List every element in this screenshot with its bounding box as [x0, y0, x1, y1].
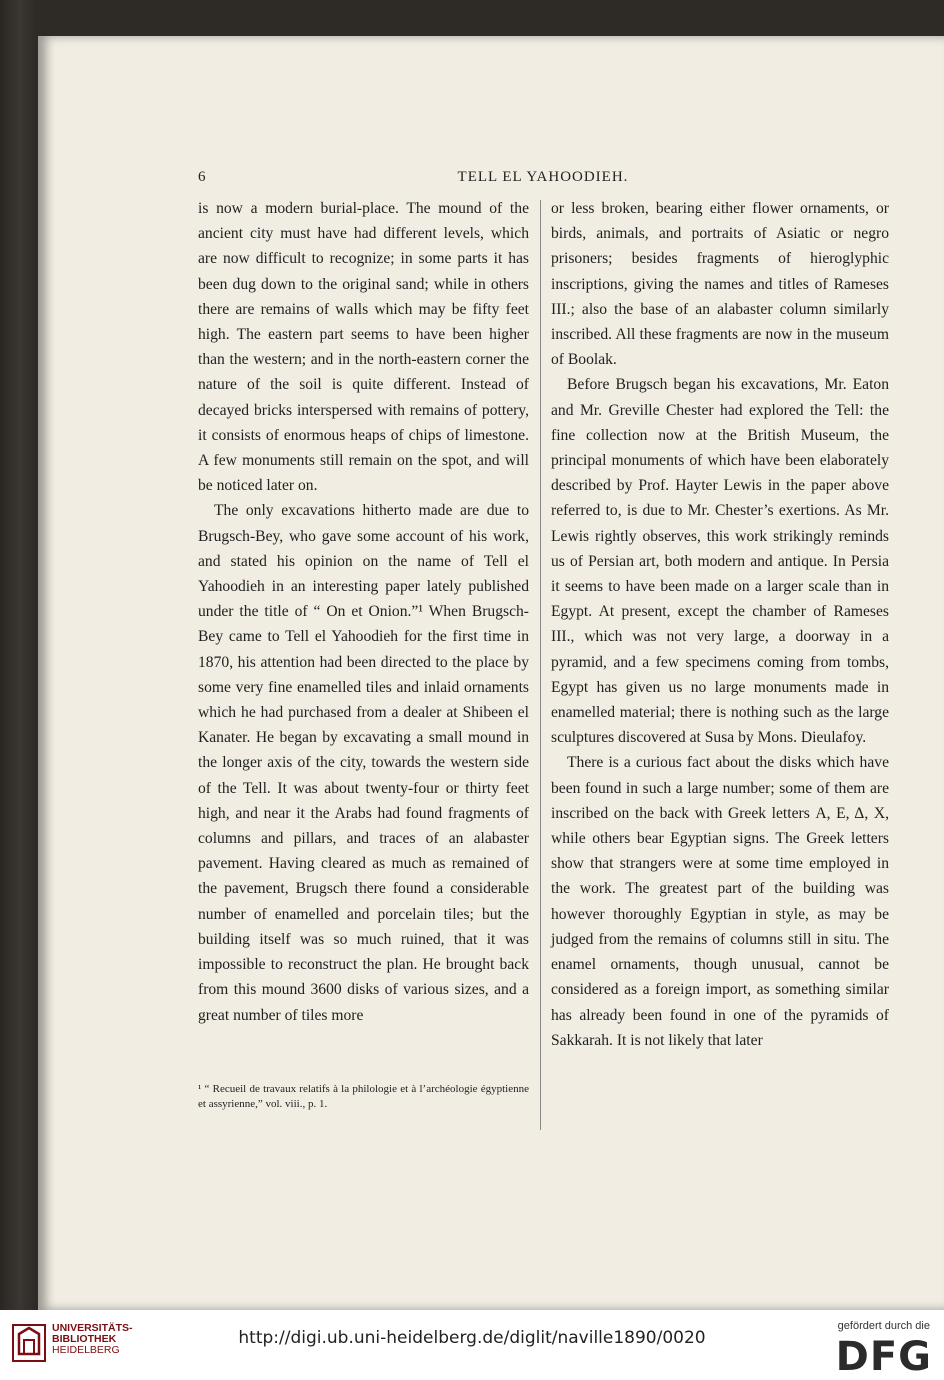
paragraph: There is a curious fact about the disks which have been found in such a large number; some of them are inscribed on the back with Greek letters Α, Ε, Δ, Χ, while others bear Egyptian signs. The Greek letters show that strangers were at some time employed in the work. The greatest part of the building was however thoroughly Egyptian in style, as may be judged from the remains of columns still in situ. The enamel ornaments, though unusual, cannot be considered as a foreign import, as something similar has already been found in one of the pyramids of Sakkarah. It is not likely that later — [551, 754, 889, 1049]
paragraph: The only excavations hitherto made are due to Brugsch-Bey, who gave some account of his work, and stated his opinion on the name of Tell el Yahoodieh in an interesting paper lately published under the title of “ On et Onion.”¹ When Brugsch-Bey came to Tell el Yahoodieh for the first time in 1870, his attention had been directed to the place by some very fine enamelled tiles and inlaid ornaments which he had purchased from a dealer at Shibeen el Kanater. He began by excavating a small mound in the longer axis of the city, towards the western side of the Tell. It was about twenty-four or thirty feet high, and near it the Arabs had found fragments of columns and pillars, and traces of an alabaster pavement. Having cleared as much as remained of the pavement, Brugsch there found a considerable number of enamelled and porcelain tiles; but the building itself was so much ruined, that it was impossible to reconstruct the plan. He brought back from this mound 3600 disks of various sizes, and a great number of tiles more — [198, 502, 529, 1024]
dfg-logo: DFG — [835, 1334, 932, 1380]
paragraph: or less broken, bearing either flower ornaments, or birds, animals, and portraits of Asiatic or negro prisoners; besides fragments of hieroglyphic inscriptions, giving the names and titles of Rameses III.; also the base of an alabaster column similarly inscribed. All these fragments are now in the museum of Boolak. — [551, 200, 889, 369]
document-url-link[interactable]: http://digi.ub.uni-heidelberg.de/diglit/naville1890/0020 — [238, 1328, 706, 1348]
page-header — [198, 169, 888, 191]
column-divider — [540, 200, 541, 1130]
paragraph: is now a modern burial-place. The mound of the ancient city must have had different levels, which are now difficult to recognize; in some parts it has been dug down to the original sand; while in others there are remains of walls which may be fifty feet high. The eastern part seems to have been higher than the western; and in the north-eastern corner the nature of the soil is quite different. Instead of decayed bricks interspersed with remains of pottery, it consists of enormous heaps of chips of limestone. A few monuments still remain on the spot, and will be noticed later on. — [198, 200, 529, 495]
right-column — [551, 196, 889, 1053]
library-name: UNIVERSITÄTS- BIBLIOTHEK HEIDELBERG — [52, 1322, 133, 1356]
digitization-footer — [0, 1310, 944, 1380]
footnote: ¹ “ Recueil de travaux relatifs à la philologie et à l’archéologie égyptienne et assyrienne,” vol. viii., p. 1. — [198, 1083, 529, 1110]
running-title: TELL EL YAHOODIEH. — [457, 169, 629, 185]
page-number: 6 — [198, 169, 206, 185]
funder-tagline: gefördert durch die — [837, 1320, 930, 1332]
paragraph: Before Brugsch began his excavations, Mr. Eaton and Mr. Greville Chester had explored the Tell: the fine collection now at the British Museum, the principal monuments of which have been elaborately described by Prof. Hayter Lewis in the paper above referred to, is due to Mr. Chester’s exertions. As Mr. Lewis rightly observes, this work strikingly reminds us of Persian art, both modern and antique. In Persia it seems to have been made on a larger scale than in Egypt. At present, except the chamber of Rameses III., which was not very large, a doorway in a pyramid, and a few specimens coming from tombs, Egypt has given us no large monuments made in enamelled material; there is nothing such as the large sculptures discovered at Susa by Mons. Dieulafoy. — [551, 376, 889, 747]
left-column — [198, 196, 529, 1028]
